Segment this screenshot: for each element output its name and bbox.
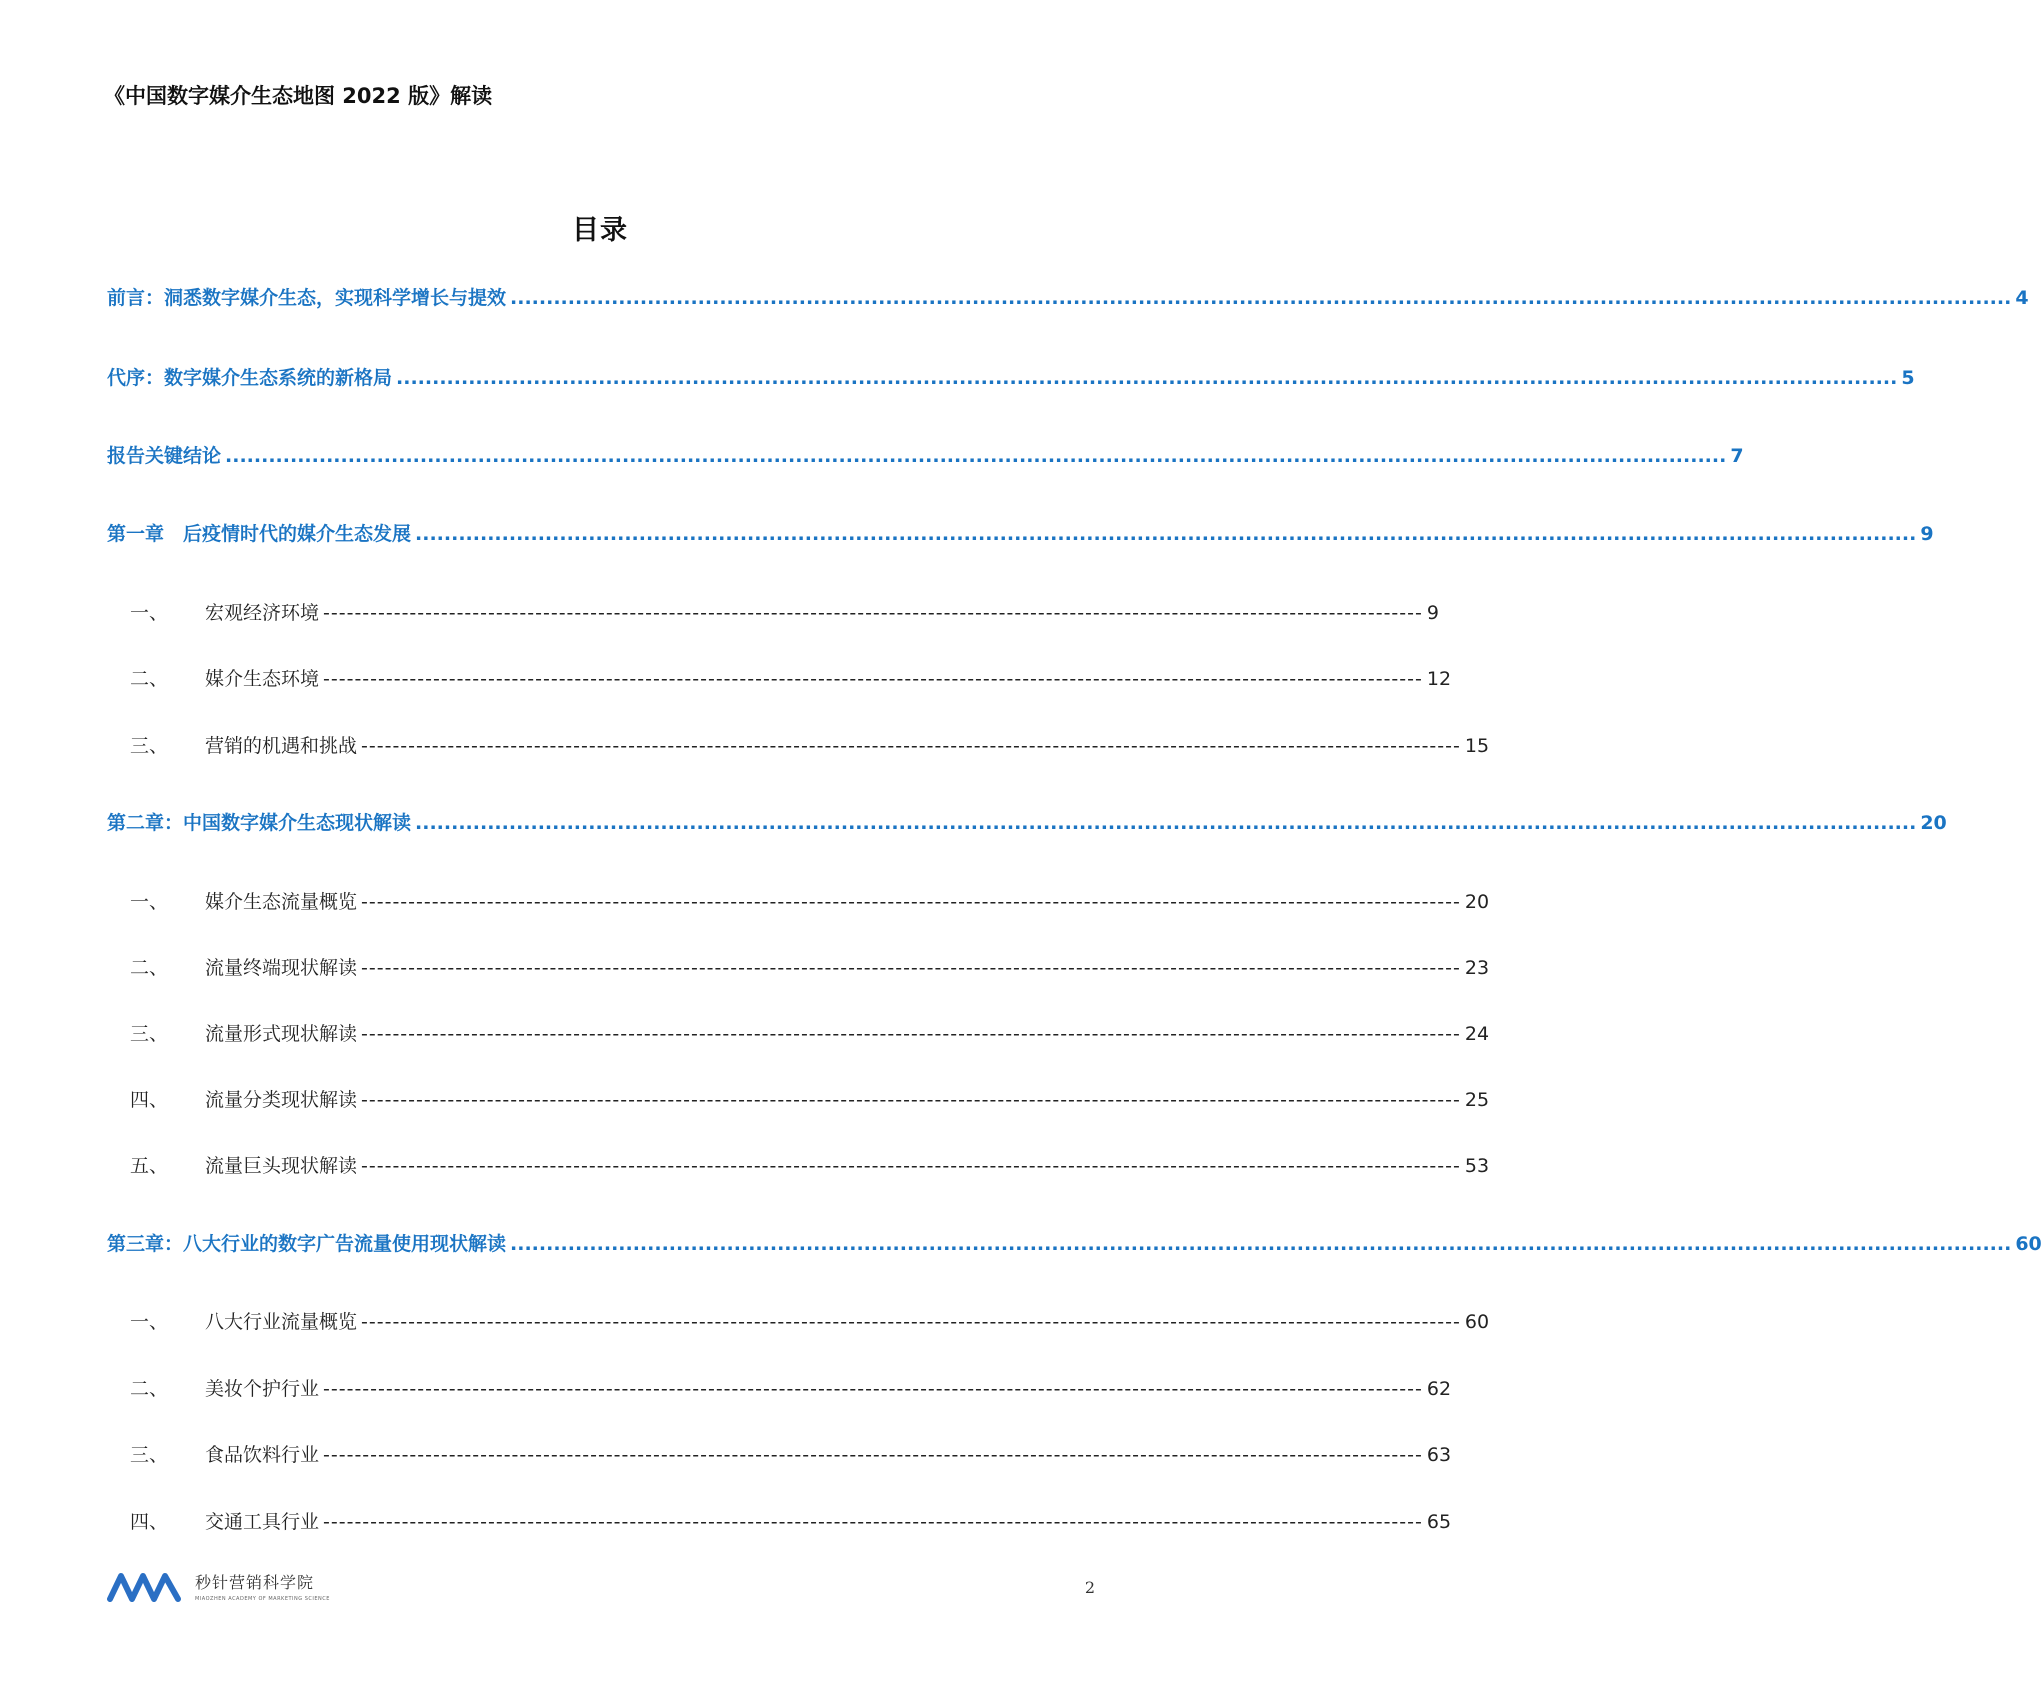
logo-mark-icon	[107, 1570, 181, 1602]
toc-entry-number: 二、	[130, 957, 169, 979]
toc-entry-page: 20	[1920, 812, 1947, 834]
toc-entry-label: 第一章 后疫情时代的媒介生态发展	[107, 523, 412, 545]
toc-leader: ................................................................................................................................................................................................................	[396, 367, 1898, 389]
toc-entry-number: 四、	[130, 1511, 169, 1533]
toc-entry-page: 24	[1464, 1023, 1490, 1045]
toc-entry-label: 流量巨头现状解读	[205, 1155, 358, 1177]
toc-entry-label: 前言：洞悉数字媒介生态，实现科学增长与提效	[107, 287, 507, 309]
toc-entry-number: 二、	[130, 668, 169, 690]
toc-entry-label: 八大行业流量概览	[205, 1311, 358, 1333]
toc-entry-page: 9	[1920, 523, 1934, 545]
toc-entry-page: 12	[1426, 668, 1452, 690]
toc-entry-label: 报告关键结论	[107, 445, 222, 467]
toc-leader: --------------------------------------------------------------------------------------------------------------------------------------------	[323, 602, 1423, 624]
toc-entry-page: 5	[1901, 367, 1915, 389]
toc-leader: ................................................................................................................................................................................................................	[510, 287, 2012, 309]
toc-entry-key-conclusions[interactable]	[107, 441, 1744, 468]
toc-entry-label: 宏观经济环境	[205, 602, 320, 624]
toc-entry-label: 交通工具行业	[205, 1511, 320, 1533]
toc-entry-3-2[interactable]	[130, 1374, 1452, 1401]
toc-entry-3-3[interactable]	[130, 1440, 1452, 1467]
toc-entry-label: 流量分类现状解读	[205, 1089, 358, 1111]
toc-entry-page: 60	[2015, 1233, 2042, 1255]
page-number: 2	[1084, 1578, 1095, 1597]
toc-leader: --------------------------------------------------------------------------------------------------------------------------------------------	[323, 1511, 1423, 1533]
toc-entry-number: 三、	[130, 1444, 169, 1466]
toc-entry-2-1[interactable]	[130, 887, 1490, 914]
toc-entry-1-1[interactable]	[130, 598, 1439, 625]
toc-entry-page: 65	[1426, 1511, 1452, 1533]
toc-leader: ................................................................................................................................................................................................................	[510, 1233, 2012, 1255]
toc-entry-page: 4	[2015, 287, 2029, 309]
toc-entry-2-3[interactable]	[130, 1019, 1490, 1046]
toc-entry-number: 三、	[130, 735, 169, 757]
toc-entry-label: 第二章：中国数字媒介生态现状解读	[107, 812, 412, 834]
toc-leader: --------------------------------------------------------------------------------------------------------------------------------------------	[361, 1089, 1461, 1111]
toc-entry-number: 一、	[130, 602, 169, 624]
toc-entry-label: 媒介生态环境	[205, 668, 320, 690]
toc-entry-page: 15	[1464, 735, 1490, 757]
toc-leader: --------------------------------------------------------------------------------------------------------------------------------------------	[361, 1155, 1461, 1177]
brand-name-en: MIAOZHEN ACADEMY OF MARKETING SCIENCE	[195, 1596, 330, 1602]
toc-entry-3-4[interactable]	[130, 1507, 1452, 1534]
toc-entry-label: 流量终端现状解读	[205, 957, 358, 979]
toc-entry-label: 媒介生态流量概览	[205, 891, 358, 913]
toc-entry-2-2[interactable]	[130, 953, 1490, 980]
toc-entry-label: 营销的机遇和挑战	[205, 735, 358, 757]
toc-entry-page: 63	[1426, 1444, 1452, 1466]
toc-entry-chapter-3[interactable]	[107, 1229, 2042, 1256]
toc-title: 目录	[572, 215, 628, 246]
toc-entry-page: 20	[1464, 891, 1490, 913]
toc-leader: ................................................................................................................................................................................................................	[415, 523, 1917, 545]
toc-entry-3-1[interactable]	[130, 1307, 1490, 1334]
brand-name-cn: 秒针营销科学院	[195, 1573, 315, 1592]
toc-entry-number: 五、	[130, 1155, 169, 1177]
toc-entry-number: 二、	[130, 1378, 169, 1400]
toc-leader: --------------------------------------------------------------------------------------------------------------------------------------------	[361, 735, 1461, 757]
toc-entry-page: 23	[1464, 957, 1490, 979]
toc-leader: ................................................................................................................................................................................................................	[225, 445, 1727, 467]
toc-entry-label: 美妆个护行业	[205, 1378, 320, 1400]
document-header-title: 《中国数字媒介生态地图 2022 版》解读	[104, 84, 493, 108]
toc-entry-label: 代序：数字媒介生态系统的新格局	[107, 367, 393, 389]
toc-entry-number: 四、	[130, 1089, 169, 1111]
toc-entry-label: 第三章：八大行业的数字广告流量使用现状解读	[107, 1233, 507, 1255]
toc-entry-number: 一、	[130, 1311, 169, 1333]
toc-entry-2-4[interactable]	[130, 1085, 1490, 1112]
toc-leader: --------------------------------------------------------------------------------------------------------------------------------------------	[361, 1023, 1461, 1045]
toc-leader: ................................................................................................................................................................................................................	[415, 812, 1917, 834]
toc-leader: --------------------------------------------------------------------------------------------------------------------------------------------	[361, 1311, 1461, 1333]
toc-entry-number: 三、	[130, 1023, 169, 1045]
toc-entry-1-2[interactable]	[130, 664, 1452, 691]
toc-entry-chapter-1[interactable]	[107, 519, 1934, 546]
toc-entry-chapter-2[interactable]	[107, 808, 1947, 835]
footer-brand	[107, 1570, 330, 1602]
toc-entry-2-5[interactable]	[130, 1151, 1490, 1178]
toc-entry-preface[interactable]	[107, 283, 2029, 310]
toc-entry-foreword[interactable]	[107, 363, 1915, 390]
toc-entry-page: 25	[1464, 1089, 1490, 1111]
toc-leader: --------------------------------------------------------------------------------------------------------------------------------------------	[361, 891, 1461, 913]
toc-leader: --------------------------------------------------------------------------------------------------------------------------------------------	[361, 957, 1461, 979]
toc-entry-1-3[interactable]	[130, 731, 1490, 758]
toc-entry-page: 62	[1426, 1378, 1452, 1400]
toc-leader: --------------------------------------------------------------------------------------------------------------------------------------------	[323, 1378, 1423, 1400]
toc-entry-label: 流量形式现状解读	[205, 1023, 358, 1045]
toc-entry-page: 53	[1464, 1155, 1490, 1177]
toc-leader: --------------------------------------------------------------------------------------------------------------------------------------------	[323, 668, 1423, 690]
toc-entry-page: 60	[1464, 1311, 1490, 1333]
toc-entry-number: 一、	[130, 891, 169, 913]
toc-leader: --------------------------------------------------------------------------------------------------------------------------------------------	[323, 1444, 1423, 1466]
toc-entry-page: 7	[1730, 445, 1744, 467]
toc-entry-label: 食品饮料行业	[205, 1444, 320, 1466]
toc-entry-page: 9	[1426, 602, 1439, 624]
